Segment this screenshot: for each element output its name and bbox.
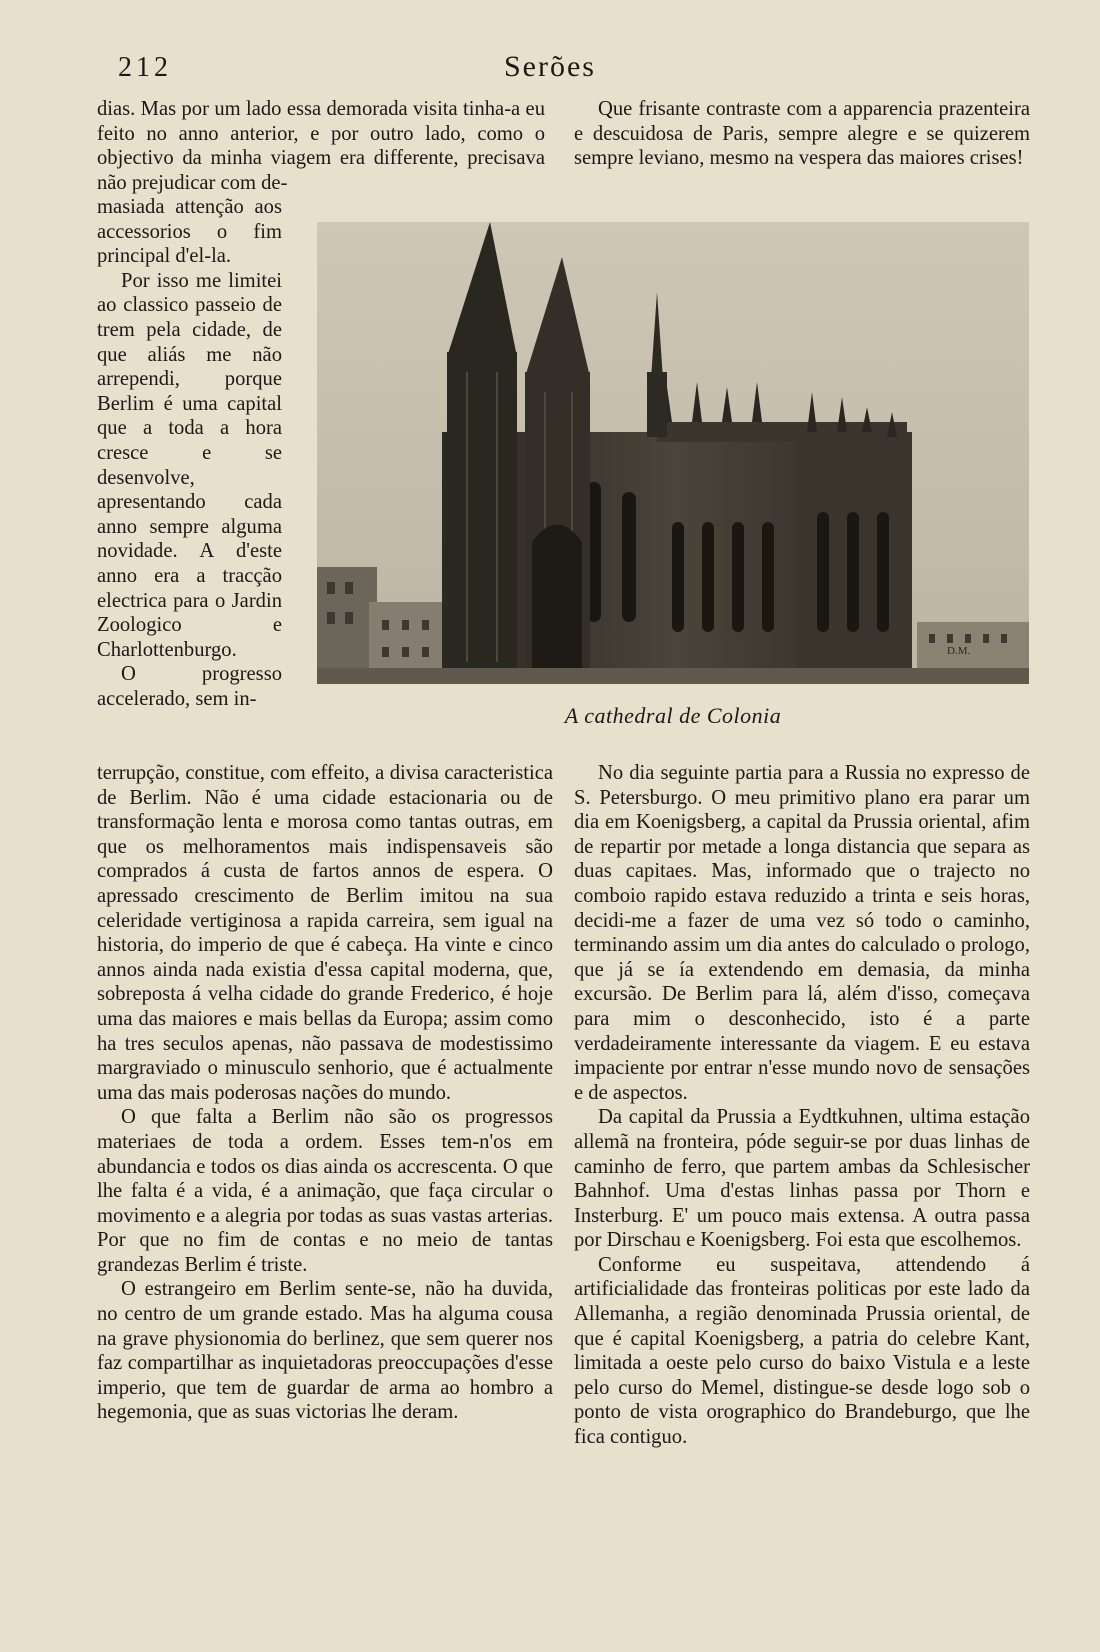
running-title: Serões [504, 50, 596, 83]
paragraph: O estrangeiro em Berlim sente-se, não ha duvida, no centro de um grande estado. Mas ha alguma cousa na grave physionomia do berlinez, que sem querer nos faz compartilhar as inquietadoras preoccupações d'esse imperio, que tem de guardar de arma ao hombro a hegemonia, que as suas victorias lhe deram. [97, 1278, 553, 1424]
left-column-narrow [97, 195, 282, 711]
paragraph: dias. Mas por um lado essa demorada visita tinha-a eu feito no anno anterior, e por outro lado, como o objectivo da minha viagem era differente, precisava não prejudicar com de- [97, 98, 545, 194]
right-column-bottom [574, 761, 1030, 1450]
paragraph: Que frisante contraste com a apparencia prazenteira e descuidosa de Paris, sempre alegre e se quizerem sempre leviano, mesmo na vespera das maiores crises! [574, 98, 1030, 170]
figure-caption: A cathedral de Colonia [564, 703, 782, 728]
left-column-top [97, 97, 545, 195]
left-column-bottom [97, 761, 553, 1425]
paragraph: Conforme eu suspeitava, attendendo á artificialidade das fronteiras politicas por este lado da Allemanha, a região denominada Prussia oriental, de que é capital Koenigsberg, a patria do celebre Kant, limitada a oeste pelo curso do baixo Vistula e a leste pelo curso do Memel, distingue-se desde logo sob o ponto de vista orographico do Brandeburgo, que lhe fica contiguo. [574, 1253, 1030, 1449]
paragraph: masiada attenção aos accessorios o fim principal d'el-la. [97, 196, 282, 268]
page-number: 212 [118, 52, 172, 83]
paragraph: No dia seguinte partia para a Russia no expresso de S. Petersburgo. O meu primitivo plano era parar um dia em Koenigsberg, a capital da Prussia oriental, afim de repartir por metade a longa distancia que separa as duas capitaes. Mas, informado que o trajecto no comboio rapido estava reduzido a trinta e seis horas, decidi-me a fazer de uma vez só todo o caminho, terminando assim um dia antes do calculado o prologo, que já se ía extendendo em demasia, da minha excursão. De Berlim para lá, além d'isso, começava para mim o desconhecido, isto é a parte verdadeiramente interessante da viagem. E eu estava impaciente por entrar n'esse mundo novo de sensações e de aspectos. [574, 762, 1030, 1104]
paragraph: O progresso accelerado, sem in- [97, 663, 282, 710]
paragraph: Da capital da Prussia a Eydtkuhnen, ultima estação allemã na fronteira, póde seguir-se por duas linhas de caminho de ferro, que partem ambas da Schlesischer Bahnhof. Uma d'estas linhas passa por Thorn e Insterburg. E' um pouco mais extensa. A outra passa por Dirschau e Koenigsberg. Foi esta que escolhemos. [574, 1106, 1030, 1252]
right-column-top [574, 97, 1030, 171]
paragraph: Por isso me limitei ao classico passeio de trem pela cidade, de que aliás me não arrependi, porque Berlim é uma capital que a toda a hora cresce e se desenvolve, apresentando cada anno sempre alguma novidade. A d'este anno era a tracção electrica para o Jardin Zoologico e Charlottenburgo. [97, 269, 282, 661]
cathedral-illustration [317, 222, 1029, 684]
paragraph: O que falta a Berlim não são os progressos materiaes de toda a ordem. Esses tem-n'os em abundancia e todos os dias ainda os accrescenta. O que lhe falta é a vida, é a animação, que faça circular o movimento e a alegria por todas as suas vastas arterias. Por que no fim de contas e no meio de tantas grandezas Berlim é triste. [97, 1106, 553, 1276]
paragraph: terrupção, constitue, com effeito, a divisa caracteristica de Berlim. Não é uma cidade estacionaria ou de transformação lenta e morosa como tantas outras, em que os melhoramentos mais indispensaveis são comprados á custa de fartos annos de espera. O apressado crescimento de Berlim imitou na sua celeridade vertiginosa a rapida carreira, sem igual na historia, do imperio de que é cabeça. Ha vinte e cinco annos ainda nada existia d'essa capital moderna, que, sobreposta á velha cidade do grande Frederico, é hoje uma das maiores e mais bellas da Europa; assim como ha tres seculos apenas, não passava de modestissimo margraviado o minusculo senhorio, que é actualmente uma das mais poderosas nações do mundo. [97, 762, 553, 1104]
illustration-signature: D.M. [947, 645, 971, 657]
